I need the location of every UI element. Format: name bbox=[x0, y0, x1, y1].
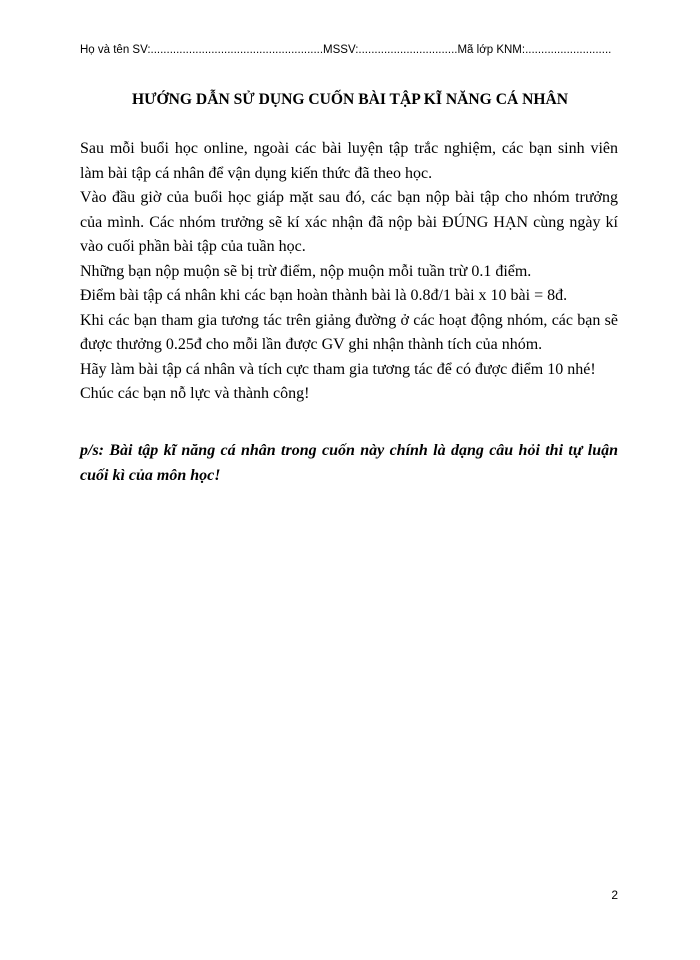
paragraph-online-exercises: Sau mỗi buổi học online, ngoài các bài luyện tập trắc nghiệm, các bạn sinh viên làm bài tập cá nhân để vận dụng kiến thức đã theo học. bbox=[80, 140, 618, 182]
student-info-header: Họ và tên SV:......................................................MSSV:...............................Mã lớp KNM:........................... bbox=[80, 44, 612, 56]
page-title: HƯỚNG DẪN SỬ DỤNG CUỐN BÀI TẬP KĨ NĂNG CÁ NHÂN bbox=[131, 91, 569, 108]
paragraph-submission: Vào đầu giờ của buổi học giáp mặt sau đó, các bạn nộp bài tập cho nhóm trưởng của mình. Các nhóm trưởng sẽ kí xác nhận đã nộp bài ĐÚNG HẠN cùng ngày kí vào cuối phần bài tập của tuần học. bbox=[80, 189, 618, 255]
page-number: 2 bbox=[611, 888, 618, 902]
paragraph-bonus: Khi các bạn tham gia tương tác trên giảng đường ở các hoạt động nhóm, các bạn sẽ được thưởng 0.25đ cho mỗi lần được GV ghi nhận thành tích của nhóm. bbox=[80, 311, 618, 353]
paragraph-late-penalty: Những bạn nộp muộn sẽ bị trừ điểm, nộp muộn mỗi tuần trừ 0.1 điểm. bbox=[80, 262, 532, 280]
postscript-note: p/s: Bài tập kĩ năng cá nhân trong cuốn này chính là dạng câu hỏi thi tự luận cuối kì của môn học! bbox=[80, 442, 618, 484]
paragraph-encouragement: Hãy làm bài tập cá nhân và tích cực tham gia tương tác để có được điểm 10 nhé! bbox=[80, 360, 596, 378]
instructions-body bbox=[80, 137, 618, 407]
paragraph-wishes: Chúc các bạn nỗ lực và thành công! bbox=[80, 385, 310, 402]
paragraph-scoring: Điểm bài tập cá nhân khi các bạn hoàn thành bài là 0.8đ/1 bài x 10 bài = 8đ. bbox=[80, 287, 568, 304]
